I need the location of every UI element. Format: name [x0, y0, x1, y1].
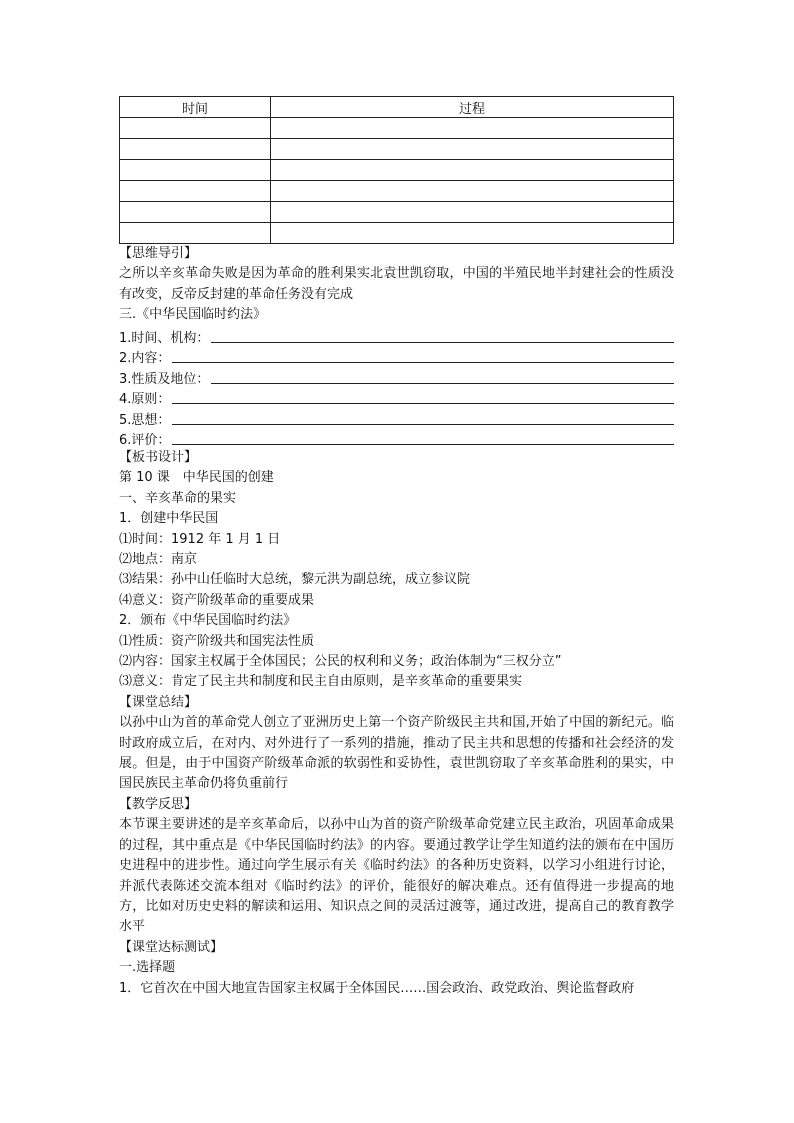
law-item-label: 4.原则：	[119, 392, 171, 408]
law-item-label: 2.内容：	[119, 351, 171, 367]
document-page	[119, 96, 674, 999]
law-item-content	[119, 346, 674, 366]
table-row	[120, 139, 674, 160]
reflect-text: 本节课主要讲述的是辛亥革命后，以孙中山为首的资产阶级革命党建立民主政治，巩固革命成果的过程，其中重点是《中华民国临时约法》的内容。要通过教学让学生知道约法的颁布在中国历史进程中的进步性。通过向学生展示有关《临时约法》的各种历史资料，以学习小组进行讨论，并派代表陈述交流本组对《临时约法》的评价，能很好的解决难点。还有值得进一步提高的地方，比如对历史史料的解读和运用、知识点之间的灵活过渡等，通过改进，提高自己的教育教学水平	[119, 817, 674, 935]
table-row	[120, 223, 674, 244]
law-item-label: 1.时间、机构：	[119, 331, 210, 347]
table-cell[interactable]	[271, 223, 674, 244]
table-row	[120, 202, 674, 223]
summary-heading: 【课堂总结】	[119, 694, 198, 710]
table-cell[interactable]	[120, 118, 271, 139]
board-line: ⑷意义：资产阶级革命的重要成果	[119, 592, 315, 608]
reflect-heading: 【教学反思】	[119, 796, 198, 812]
board-line: ⑶意义：肯定了民主共和制度和民主自由原则，是辛亥革命的重要果实	[119, 674, 523, 690]
answer-blank[interactable]	[172, 424, 674, 425]
think-text: 之所以辛亥革命失败是因为革命的胜利果实北袁世凯窃取，中国的半殖民地半封建社会的性质没有改变，反帝反封建的革命任务没有完成	[119, 266, 674, 302]
board-line: 1．创建中华民国	[119, 511, 219, 527]
table-row	[120, 118, 674, 139]
law-item-thought	[119, 407, 674, 427]
test-question: 1．它首次在中国大地宣告国家主权属于全体国民……国会政治、政党政治、舆论监督政府	[119, 980, 635, 996]
table-header-row	[120, 97, 674, 118]
law-item-label: 3.性质及地位：	[119, 371, 210, 387]
board-line: ⑶结果：孙中山任临时大总统，黎元洪为副总统，成立参议院	[119, 572, 471, 588]
test-section: 一.选择题	[119, 960, 176, 976]
think-heading: 【思维导引】	[119, 246, 198, 261]
board-line: 第 10 课 中华民国的创建	[119, 470, 274, 486]
answer-blank[interactable]	[172, 444, 674, 445]
table-cell[interactable]	[271, 181, 674, 202]
answer-blank[interactable]	[211, 383, 674, 384]
column-header-time: 时间	[120, 97, 271, 118]
law-item-nature	[119, 366, 674, 386]
board-line: ⑵地点：南京	[119, 552, 198, 567]
table-cell[interactable]	[120, 202, 271, 223]
board-heading: 【板书设计】	[119, 449, 198, 465]
board-line: ⑵内容：国家主权属于全体国民；公民的权利和义务；政治体制为“三权分立”	[119, 654, 562, 670]
table-cell[interactable]	[271, 139, 674, 160]
table-cell[interactable]	[120, 181, 271, 202]
answer-blank[interactable]	[172, 362, 674, 363]
board-line: 2．颁布《中华民国临时约法》	[119, 613, 297, 629]
answer-blank[interactable]	[172, 403, 674, 404]
table-row	[120, 160, 674, 181]
column-header-process: 过程	[271, 97, 674, 118]
law-item-evaluation	[119, 428, 674, 448]
table-cell[interactable]	[271, 118, 674, 139]
table-cell[interactable]	[271, 202, 674, 223]
table-row	[120, 181, 674, 202]
law-item-time	[119, 326, 674, 346]
table-cell[interactable]	[120, 223, 271, 244]
board-line: ⑴性质：资产阶级共和国宪法性质	[119, 633, 315, 649]
law-title: 三.《中华民国临时约法》	[119, 307, 267, 323]
law-item-label: 6.评价：	[119, 432, 171, 448]
table-cell[interactable]	[120, 139, 271, 160]
board-line: ⑴时间：1912 年 1 月 1 日	[119, 531, 281, 547]
timeline-table	[119, 96, 674, 244]
answer-blank[interactable]	[211, 342, 674, 343]
law-item-label: 5.思想：	[119, 412, 171, 428]
board-line: 一、辛亥革命的果实	[119, 490, 237, 506]
table-cell[interactable]	[271, 160, 674, 181]
summary-text: 以孙中山为首的革命党人创立了亚洲历史上第一个资产阶级民主共和国,开始了中国的新纪元。临时政府成立后，在对内、对外进行了一系列的措施，推动了民主共和思想的传播和社会经济的发展。但是，由于中国资产阶级革命派的软弱性和妥协性，袁世凯窃取了辛亥革命胜利的果实，中国民族民主革命仍将负重前行	[119, 715, 674, 792]
table-cell[interactable]	[120, 160, 271, 181]
law-item-principle	[119, 387, 674, 407]
test-heading: 【课堂达标测试】	[119, 939, 224, 955]
